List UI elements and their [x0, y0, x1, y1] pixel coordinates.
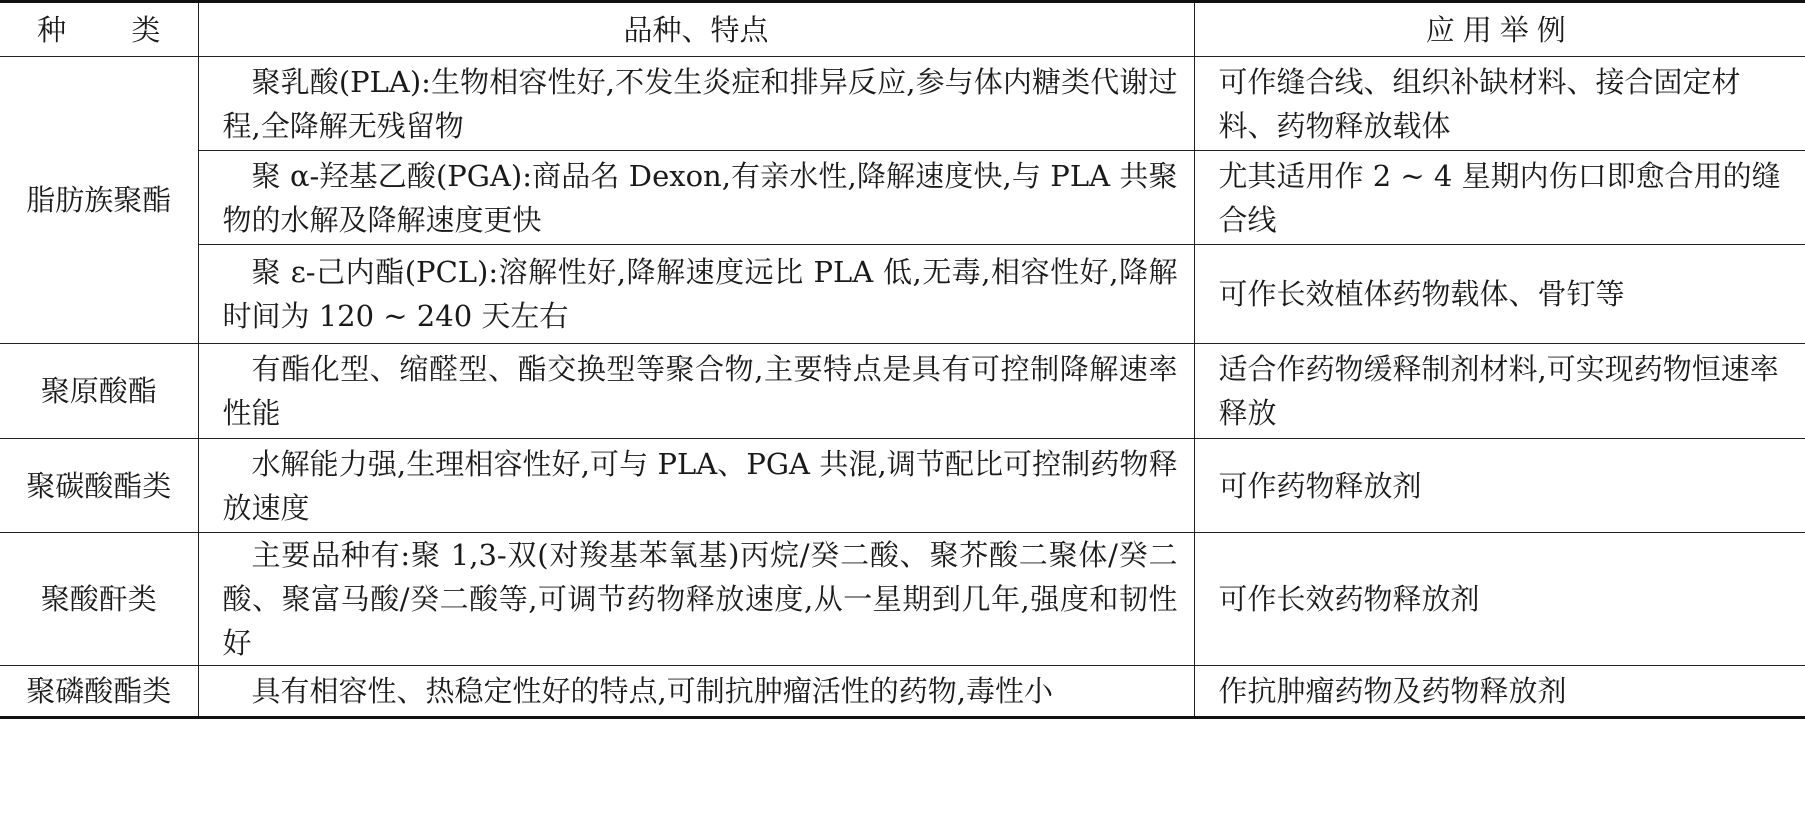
table-row	[0, 439, 1805, 533]
row-application	[1194, 344, 1805, 439]
row-application-text: 适合作药物缓释制剂材料,可实现药物恒速率释放	[1218, 352, 1779, 430]
row-feature	[198, 57, 1194, 151]
header-application: 应用举例	[1194, 2, 1805, 57]
row-feature-text: 聚 ε-己内酯(PCL):溶解性好,降解速度远比 PLA 低,无毒,相容性好,降解时间为 120 ~ 240 天左右	[222, 255, 1178, 333]
table-row	[0, 151, 1805, 245]
row-application-text: 可作长效药物释放剂	[1218, 582, 1480, 616]
row-application	[1194, 57, 1805, 151]
row-feature	[198, 533, 1194, 666]
table-row	[0, 57, 1805, 151]
row-application-text: 作抗肿瘤药物及药物释放剂	[1218, 674, 1567, 708]
row-kind: 聚原酸酯	[0, 344, 198, 439]
row-application-text: 可作缝合线、组织补缺材料、接合固定材料、药物释放载体	[1218, 64, 1741, 143]
table-row	[0, 245, 1805, 344]
table-row	[0, 533, 1805, 666]
row-kind: 脂肪族聚酯	[0, 57, 198, 344]
row-application	[1194, 151, 1805, 245]
row-feature	[198, 666, 1194, 718]
row-feature	[198, 344, 1194, 439]
row-feature-text: 具有相容性、热稳定性好的特点,可制抗肿瘤活性的药物,毒性小	[251, 674, 1053, 708]
row-application-text: 可作长效植体药物载体、骨钉等	[1218, 277, 1625, 311]
row-kind: 聚酸酐类	[0, 533, 198, 666]
header-kind: 种 类	[0, 2, 198, 57]
row-feature-text: 聚乳酸(PLA):生物相容性好,不发生炎症和排异反应,参与体内糖类代谢过程,全降解无残留物	[222, 64, 1178, 143]
table-row	[0, 666, 1805, 718]
row-feature-text: 聚 α-羟基乙酸(PGA):商品名 Dexon,有亲水性,降解速度快,与 PLA 共聚物的水解及降解速度更快	[222, 158, 1178, 237]
table-header-row	[0, 2, 1805, 57]
row-feature-text: 主要品种有:聚 1,3-双(对羧基苯氧基)丙烷/癸二酸、聚芥酸二聚体/癸二酸、聚富马酸/癸二酸等,可调节药物释放速度,从一星期到几年,强度和韧性好	[222, 538, 1178, 660]
header-feature: 品种、特点	[198, 2, 1194, 57]
row-feature	[198, 439, 1194, 533]
row-application-text: 可作药物释放剂	[1218, 468, 1422, 503]
row-feature	[198, 151, 1194, 245]
row-application	[1194, 245, 1805, 344]
row-feature-text: 有酯化型、缩醛型、酯交换型等聚合物,主要特点是具有可控制降解速率性能	[222, 352, 1178, 430]
table-row	[0, 344, 1805, 439]
row-application	[1194, 533, 1805, 666]
row-application	[1194, 439, 1805, 533]
row-application	[1194, 666, 1805, 718]
row-feature-text: 水解能力强,生理相容性好,可与 PLA、PGA 共混,调节配比可控制药物释放速度	[222, 446, 1178, 525]
row-kind: 聚磷酸酯类	[0, 666, 198, 718]
row-kind: 聚碳酸酯类	[0, 439, 198, 533]
row-feature	[198, 245, 1194, 344]
row-application-text: 尤其适用作 2 ~ 4 星期内伤口即愈合用的缝合线	[1218, 158, 1781, 237]
